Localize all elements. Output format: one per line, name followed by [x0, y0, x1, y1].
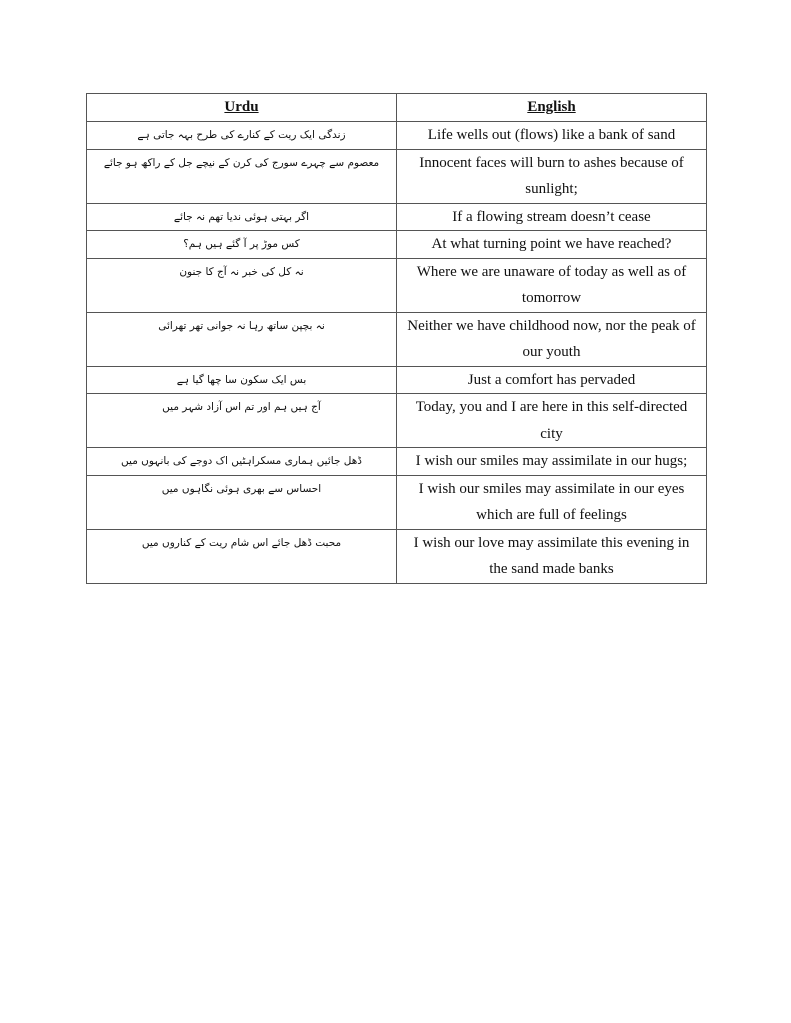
urdu-line: ڈھل جائیں ہماری مسکراہٹیں اک دوجے کی بانہوں میں — [87, 448, 397, 476]
urdu-line: نہ بچپن ساتھ رہا نہ جوانی تھر تھرائی — [87, 312, 397, 366]
urdu-line: اگر بہتی ہوئی ندیا تھم نہ جائے — [87, 203, 397, 231]
urdu-line: معصوم سے چہرے سورج کی کرن کے نیچے جل کے راکھ ہو جائے — [87, 149, 397, 203]
table-row — [87, 258, 707, 312]
urdu-line: آج ہیں ہم اور تم اس آزاد شہر میں — [87, 394, 397, 448]
table-body — [87, 122, 707, 584]
english-line: I wish our smiles may assimilate in our hugs; — [397, 448, 707, 476]
urdu-line: محبت ڈھل جائے اس شام ریت کے کناروں میں — [87, 529, 397, 583]
urdu-line: زندگی ایک ریت کے کنارے کی طرح بہہ جاتی ہے — [87, 122, 397, 150]
table-row — [87, 366, 707, 394]
english-line: I wish our love may assimilate this evening in the sand made banks — [397, 529, 707, 583]
urdu-line: بس ایک سکون سا چھا گیا ہے — [87, 366, 397, 394]
english-line: At what turning point we have reached? — [397, 231, 707, 259]
table-header-row — [87, 94, 707, 122]
english-line: Innocent faces will burn to ashes because of sunlight; — [397, 149, 707, 203]
urdu-line: نہ کل کی خبر نہ آج کا جنون — [87, 258, 397, 312]
table-row — [87, 122, 707, 150]
english-line: Today, you and I are here in this self-directed city — [397, 394, 707, 448]
table-row — [87, 312, 707, 366]
table-row — [87, 203, 707, 231]
urdu-line: احساس سے بھری ہوئی نگاہوں میں — [87, 475, 397, 529]
english-line: Just a comfort has pervaded — [397, 366, 707, 394]
english-line: Where we are unaware of today as well as of tomorrow — [397, 258, 707, 312]
table-row — [87, 149, 707, 203]
urdu-line: کس موڑ پر آ گئے ہیں ہم؟ — [87, 231, 397, 259]
english-line: If a flowing stream doesn’t cease — [397, 203, 707, 231]
table-row — [87, 394, 707, 448]
translation-table — [86, 93, 707, 584]
table-row — [87, 448, 707, 476]
urdu-column-header: Urdu — [87, 94, 397, 122]
english-line: Neither we have childhood now, nor the peak of our youth — [397, 312, 707, 366]
english-column-header: English — [397, 94, 707, 122]
table-row — [87, 475, 707, 529]
english-line: I wish our smiles may assimilate in our eyes which are full of feelings — [397, 475, 707, 529]
table-row — [87, 529, 707, 583]
english-line: Life wells out (flows) like a bank of sand — [397, 122, 707, 150]
table-row — [87, 231, 707, 259]
